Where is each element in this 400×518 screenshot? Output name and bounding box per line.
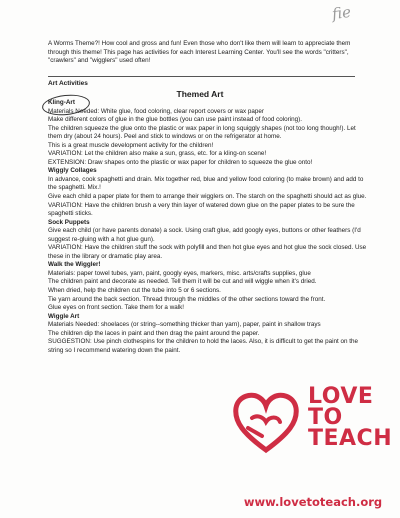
body-line: Make different colors of glue in the glue bottles (you can use paint instead of food coloring).	[48, 116, 303, 124]
body-line: EXTENSION: Draw shapes onto the plastic or wax paper for children to squeeze the glue onto!	[48, 158, 313, 166]
brand-wordmark	[308, 386, 392, 449]
body-line: Materials: paper towel tubes, yarn, paint, googly eyes, markers, misc. arts/crafts supplies, glue	[48, 269, 311, 277]
brand-line: TO	[308, 405, 343, 430]
body-line: Glue eyes on front section. Take them for a walk!	[48, 304, 185, 312]
intro-paragraph: A Worms Theme?! How cool and gross and fun! Even those who don't like them will learn to appreciate them through this theme! This page has activities for each Interest Learning Center. You'll see the words "critters", "crawlers" and "wigglers" used often!	[48, 40, 351, 65]
body-line: Materials Needed: White glue, food coloring, clear report covers or wax paper	[48, 107, 264, 115]
section-heading: Kling-Art	[48, 99, 75, 106]
body-line: Materials Needed: shoelaces (or string--something thicker than yarn), paper, paint in shallow trays	[48, 321, 321, 329]
body-line: In advance, cook spaghetti and drain. Mix together red, blue and yellow food coloring (to make brown) and add to the spaghetti. Mix.!	[48, 175, 364, 192]
section-heading: Wiggly Collages	[48, 167, 97, 175]
section-heading: Walk the Wiggler!	[48, 261, 101, 269]
section-heading: Sock Puppets	[48, 218, 90, 226]
brand-url: www.lovetoteach.org	[243, 495, 383, 509]
section-heading: Wiggle Art	[48, 312, 80, 320]
brand-line: TEACH	[308, 426, 393, 451]
body-line: Tie yarn around the back section. Thread through the middles of the other sections toward the front.	[48, 295, 326, 303]
body-line: SUGGESTION: Use pinch clothespins for the children to hold the laces. Also, it is difficult to get the paint on the string so I recommend watering down the paint.	[48, 338, 358, 354]
brand-line: LOVE	[308, 384, 374, 409]
body-line: VARIATION: Let the children also make a sun, grass, etc. for a kling-on scene!	[48, 150, 267, 158]
section-label: Art Activities	[48, 80, 88, 87]
body-line: VARIATION: Have the children stuff the sock with polyfill and then hot glue eyes and hot glue the sock closed. Use these in the library or dramatic play area.	[48, 244, 367, 260]
activity-list	[48, 99, 368, 355]
handwritten-scribble: fie	[330, 2, 353, 24]
love-to-teach-watermark	[232, 384, 394, 514]
heart-hand-icon	[232, 388, 300, 456]
body-line: This is a great muscle development activity for the children!	[48, 141, 214, 149]
page-title: Themed Art	[176, 89, 224, 99]
body-line: The children squeeze the glue onto the plastic or wax paper in long squiggly shapes (not too long though!). Let them dry (about 24 hours). Peel and stick to windows or on the refrigerator at home.	[48, 124, 356, 141]
body-line: The children dip the laces in paint and then drag the paint around the paper.	[48, 329, 260, 337]
body-line: The children paint and decorate as needed. Tell them it will be cut and will wiggle when it's dried.	[48, 278, 317, 286]
divider	[48, 76, 355, 77]
body-line: Give each child (or have parents donate) a sock. Using craft glue, add googly eyes, buttons or other feathers (I'd suggest re-gluing with a hot glue gun).	[48, 227, 361, 243]
body-line: When dried, help the children cut the tube into 5 or 6 sections.	[48, 287, 221, 295]
body-line: Give each child a paper plate for them to arrange their wigglers on. The starch on the spaghetti should act as glue.	[48, 193, 367, 201]
body-line: VARIATION: Have the children brush a very thin layer of watered down glue on the paper plates to be sure the spaghetti sticks.	[48, 201, 355, 218]
